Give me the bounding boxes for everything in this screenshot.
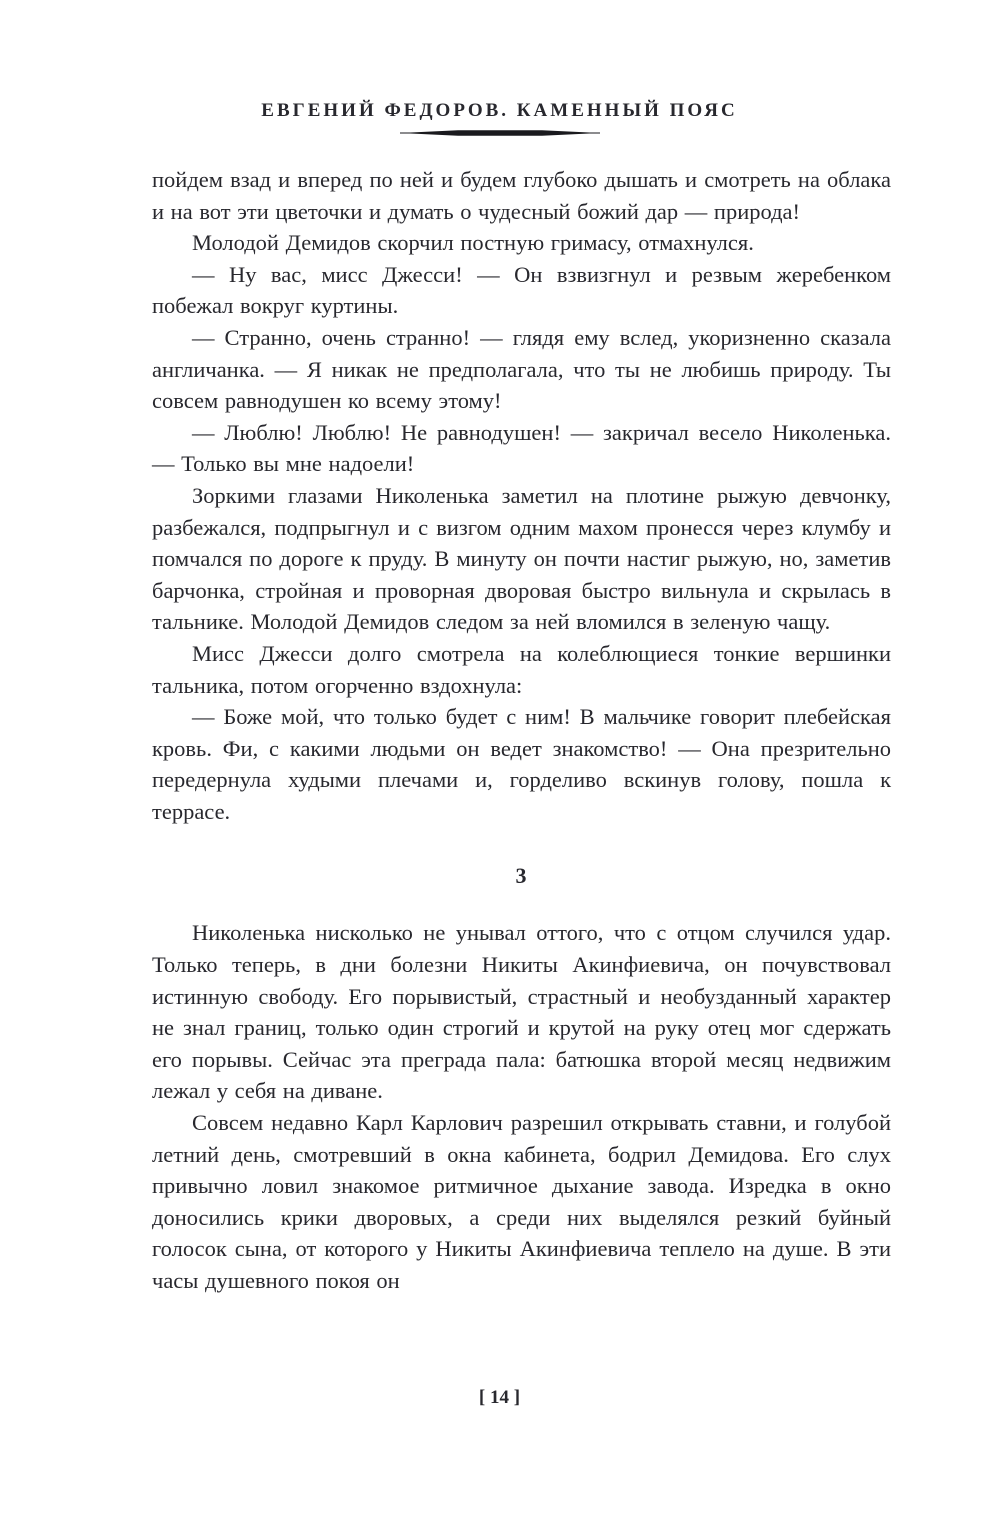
paragraph: Николенька нисколько не унывал оттого, что с отцом случился удар. Только теперь, в дни болезни Никиты Акинфиевича, он почувствовал истинную свободу. Его порывистый, страстный и необузданный характер не знал границ, только один строгий и крутой на руку отец мог сдержать его порывы. Сейчас эта преграда пала: батюшка второй месяц недвижим лежал у себя на диване. bbox=[152, 920, 891, 1104]
paragraph: пойдем взад и вперед по ней и будем глубоко дышать и смотреть на облака и на вот эти цветочки и думать о чудесный божий дар — природа! bbox=[152, 167, 891, 224]
paragraph: Совсем недавно Карл Карлович разрешил открывать ставни, и голубой летний день, смотревший в окна кабинета, бодрил Демидова. Его слух привычно ловил знакомое ритмичное дыхание завода. Изредка в окно доносились крики дворовых, а среди них выделялся резкий буйный голосок сына, от которого у Никиты Акинфиевича теплело на душе. В эти часы душевного покоя он bbox=[152, 1110, 891, 1293]
paragraph: — Боже мой, что только будет с ним! В мальчике говорит плебейская кровь. Фи, с какими людьми он ведет знакомство! — Она презрительно передернула худыми плечами и, горделиво вскинув голову, пошла к террасе. bbox=[152, 704, 891, 824]
paragraph: — Странно, очень странно! — глядя ему вслед, укоризненно сказала англичанка. — Я никак не предполагала, что ты не любишь природу. Ты совсем равнодушен ко всему этому! bbox=[152, 324, 891, 414]
chapter-number: 3 bbox=[515, 863, 528, 889]
paragraph: Зоркими глазами Николенька заметил на плотине рыжую девчонку, разбежался, подпрыгнул и с визгом одним махом пронесся через клумбу и помчался по дороге к пруду. В минуту он почти настиг рыжую, но, заметив барчонка, стройная и проворная дворовая быстро вильнула и скрылась в тальнике. Молодой Демидов следом за ней вломился в зеленую чащу. bbox=[152, 482, 891, 635]
paragraph: Молодой Демидов скорчил постную гримасу, отмахнулся. bbox=[192, 230, 754, 256]
page-number: [ 14 ] bbox=[478, 1387, 521, 1408]
header-divider bbox=[0, 129, 999, 137]
paragraph: — Ну вас, мисс Джесси! — Он взвизгнул и резвым жеребенком побежал вокруг куртины. bbox=[152, 261, 891, 319]
paragraph: — Люблю! Люблю! Не равнодушен! — закричал весело Николенька. — Только вы мне надоели! bbox=[152, 419, 891, 477]
page-body bbox=[152, 164, 891, 1297]
swelled-rule-icon bbox=[400, 129, 600, 137]
paragraph: Мисс Джесси долго смотрела на колеблющиеся тонкие вершинки тальника, потом огорченно вздохнула: bbox=[152, 640, 891, 698]
running-header: ЕВГЕНИЙ ФЕДОРОВ. КАМЕННЫЙ ПОЯС bbox=[261, 100, 738, 121]
